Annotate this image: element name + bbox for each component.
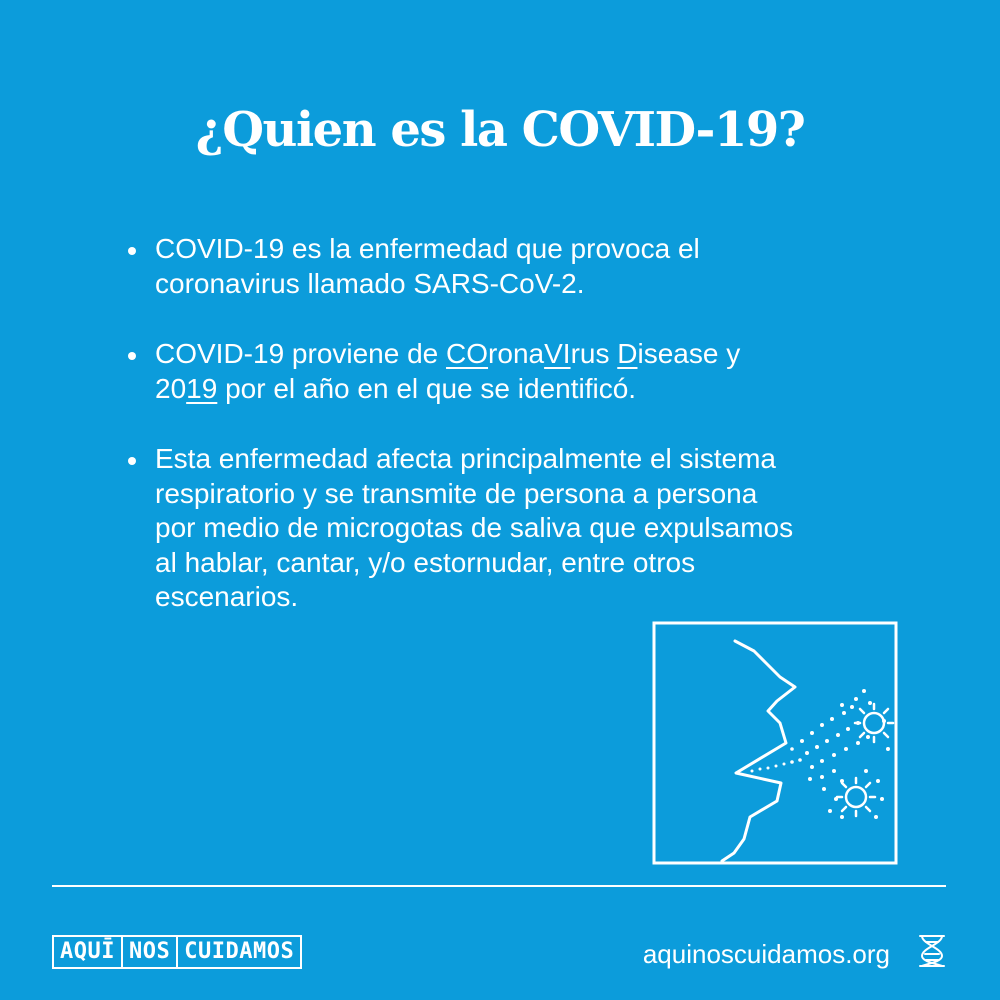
bullet-3-line-4: al hablar, cantar, y/o estornudar, entre otros [155,546,696,578]
bullet-2-text: COVID-19 proviene de [155,338,447,369]
bullet-2-text: por el año en el que se identificó. [217,372,637,404]
logo-word-nos: NOS [121,937,176,967]
bullet-item-3 [125,442,915,615]
bullet-2-underlined-19: 19 [186,372,218,404]
brand-logo [52,935,302,969]
person-exhaling-droplets-icon [652,621,898,865]
bullet-item-1 [125,232,915,301]
bullet-3-line-3: por medio de microgotas de saliva que expulsamos [155,512,794,543]
bullet-list [125,232,915,651]
footer-divider [52,885,946,887]
bullet-2-text: isease y [637,338,741,369]
logo-word-aqui: AQUĪ [60,939,115,964]
page-title: ¿Quien es la COVID-19? [195,102,805,158]
bullet-3-line-2: respiratorio y se transmite de persona a persona [155,477,758,509]
logo-word-cuidamos: CUIDAMOS [176,937,300,967]
bullet-dot [128,457,136,465]
bullet-2-text: rus [570,338,618,369]
bullet-2-underlined-vi: VI [544,338,571,369]
bullet-3-line-1: Esta enfermedad afecta principalmente el sistema [155,443,776,474]
bullet-2-underlined-co: CO [446,338,489,369]
bullet-dot [128,247,136,255]
dna-helix-icon [916,934,948,968]
bullet-dot [128,352,136,360]
bullet-1-line-1: COVID-19 es la enfermedad que provoca el [155,233,700,264]
bullet-2-underlined-d: D [617,338,638,369]
bullet-2-text: 20 [155,372,187,404]
website-link[interactable]: aquinoscuidamos.org [642,939,890,969]
bullet-1-line-2: coronavirus llamado SARS-CoV-2. [155,267,585,299]
bullet-item-2 [125,337,915,406]
bullet-2-text: rona [488,338,545,369]
bullet-3-line-5: escenarios. [155,581,299,612]
